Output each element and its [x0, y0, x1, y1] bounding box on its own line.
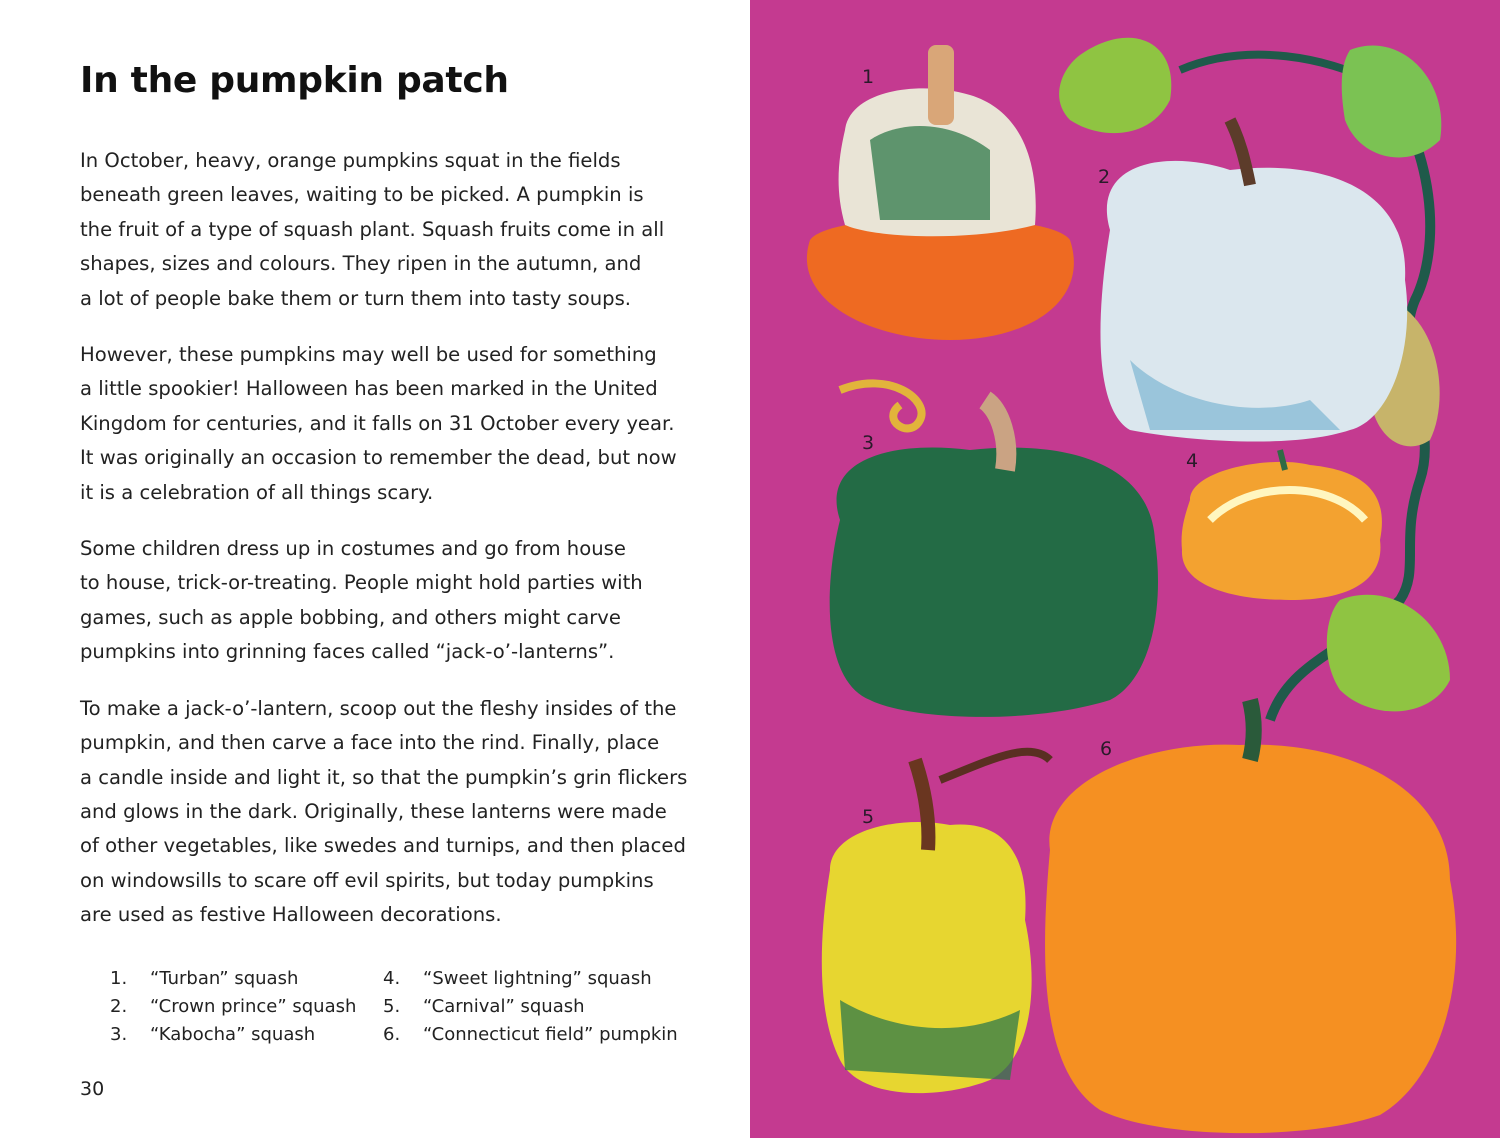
paragraph-3	[80, 532, 690, 670]
text-line: the fruit of a type of squash plant. Squash fruits come in all	[80, 217, 665, 241]
leaf-icon	[1059, 38, 1171, 133]
legend-item	[383, 965, 678, 993]
text-line: beneath green leaves, waiting to be picked. A pumpkin is	[80, 183, 644, 207]
page-number: 30	[80, 1078, 105, 1100]
legend-number: 1.	[110, 968, 128, 989]
page-title: In the pumpkin patch	[80, 60, 509, 101]
stem-icon	[1250, 700, 1254, 760]
text-line: and glows in the dark. Originally, these lanterns were made	[80, 799, 667, 823]
legend-label: “Kabocha” squash	[150, 1024, 316, 1045]
illustration-number: 6	[1100, 738, 1113, 760]
text-line: a little spookier! Halloween has been marked in the United	[80, 377, 658, 401]
legend-item	[383, 1021, 678, 1049]
body-text	[80, 144, 690, 955]
text-line: shapes, sizes and colours. They ripen in the autumn, and	[80, 252, 642, 276]
turban-squash	[807, 45, 1074, 340]
text-line: However, these pumpkins may well be used for something	[80, 343, 657, 367]
text-line: pumpkins into grinning faces called “jack-o’-lanterns”.	[80, 640, 615, 664]
kabocha-squash	[830, 383, 1158, 717]
text-line: games, such as apple bobbing, and others might carve	[80, 605, 621, 629]
stem-icon	[928, 45, 954, 125]
illustration-number: 1	[862, 66, 875, 88]
pumpkin-illustration	[750, 0, 1500, 1138]
text-line: It was originally an occasion to remember the dead, but now	[80, 446, 677, 470]
text-line: are used as festive Halloween decorations.	[80, 903, 502, 927]
legend-number: 4.	[383, 968, 401, 989]
illustration-panel	[750, 0, 1500, 1138]
text-line: to house, trick-or-treating. People might hold parties with	[80, 571, 643, 595]
paragraph-4	[80, 692, 690, 933]
crown-prince-squash	[1100, 120, 1407, 442]
text-line: of other vegetables, like swedes and turnips, and then placed	[80, 834, 686, 858]
text-line: it is a celebration of all things scary.	[80, 480, 434, 504]
text-line: In October, heavy, orange pumpkins squat in the fields	[80, 149, 621, 172]
legend-number: 2.	[110, 996, 128, 1017]
carnival-squash	[822, 752, 1050, 1093]
vine-stem	[1180, 55, 1370, 80]
text-line: pumpkin, and then carve a face into the rind. Finally, place	[80, 731, 660, 755]
legend-number: 6.	[383, 1024, 401, 1045]
legend-number: 3.	[110, 1024, 128, 1045]
legend-label: “Turban” squash	[150, 968, 299, 989]
leaf-icon	[1342, 46, 1442, 158]
legend-label: “Connecticut field” pumpkin	[423, 1024, 678, 1045]
text-line: on windowsills to scare off evil spirits, but today pumpkins	[80, 868, 654, 892]
text-line: Some children dress up in costumes and go from house	[80, 537, 626, 561]
leaf-icon	[1327, 595, 1450, 712]
paragraph-2	[80, 338, 690, 510]
connecticut-field-pumpkin	[1045, 700, 1456, 1133]
paragraph-1	[80, 144, 690, 316]
text-line: Kingdom for centuries, and it falls on 31 October every year.	[80, 411, 675, 435]
legend-label: “Crown prince” squash	[150, 996, 357, 1017]
text-line: a lot of people bake them or turn them into tasty soups.	[80, 286, 632, 310]
legend-number: 5.	[383, 996, 401, 1017]
legend-list	[110, 965, 356, 1049]
legend-label: “Sweet lightning” squash	[423, 968, 652, 989]
legend-item	[110, 1021, 356, 1049]
illustration-number: 5	[862, 806, 875, 828]
illustration-number: 2	[1098, 166, 1111, 188]
illustration-number: 4	[1186, 450, 1199, 472]
sweet-lightning-squash	[1182, 450, 1382, 600]
illustration-number: 3	[862, 432, 875, 454]
legend-item	[110, 965, 356, 993]
legend-item	[383, 993, 678, 1021]
legend-label: “Carnival” squash	[423, 996, 585, 1017]
text-line: To make a jack-o’-lantern, scoop out the fleshy insides of the	[80, 696, 677, 720]
text-line: a candle inside and light it, so that the pumpkin’s grin flickers	[80, 765, 688, 789]
legend-item	[110, 993, 356, 1021]
legend-list	[383, 965, 678, 1049]
